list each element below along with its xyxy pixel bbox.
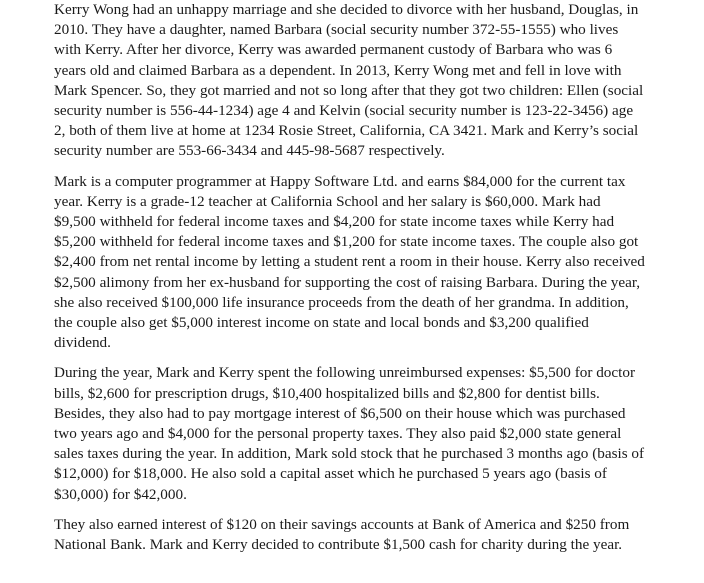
text-line: 2, both of them live at home at 1234 Rosie Street, California, CA 3421. Mark and Kerry’s social: [54, 122, 639, 140]
text-line: $2,500 alimony from her ex-husband for supporting the cost of raising Barbara. During the year,: [54, 273, 641, 291]
text-line: Mark Spencer. So, they got married and not so long after that they got two children: Ellen (social: [54, 81, 644, 99]
paragraph-3: [54, 363, 666, 504]
paragraph-2: [54, 172, 666, 354]
paragraph-4: [54, 515, 666, 555]
text-line: Mark is a computer programmer at Happy Software Ltd. and earns $84,000 for the current tax: [54, 172, 626, 190]
text-line: $2,400 from net rental income by letting a student rent a room in their house. Kerry also received: [54, 253, 645, 271]
text-line: Kerry Wong had an unhappy marriage and she decided to divorce with her husband, Douglas, in: [54, 1, 639, 18]
text-line: $12,000) for $18,000. He also sold a capital asset which he purchased 5 years ago (basis of: [54, 465, 607, 483]
text-line: years old and claimed Barbara as a dependent. In 2013, Kerry Wong met and fell in love with: [54, 61, 622, 79]
text-line: security number is 556-44-1234) age 4 and Kelvin (social security number is 123-22-3456) age: [54, 102, 634, 120]
text-line: They also earned interest of $120 on their savings accounts at Bank of America and $250 from: [54, 515, 630, 533]
text-line: Besides, they also had to pay mortgage interest of $6,500 on their house which was purchased: [54, 404, 626, 422]
text-line: year. Kerry is a grade-12 teacher at California School and her salary is $60,000. Mark had: [54, 192, 601, 210]
paragraph-1: [54, 0, 666, 162]
text-line: $5,200 withheld for federal income taxes and $1,200 for state income taxes. The couple also got: [54, 233, 639, 251]
text-line: sales taxes during the year. In addition, Mark sold stock that he purchased 3 months ago (basis of: [54, 445, 645, 463]
document-page: [54, 0, 666, 565]
text-line: with Kerry. After her divorce, Kerry was awarded permanent custody of Barbara who was 6: [54, 41, 613, 59]
text-line: $9,500 withheld for federal income taxes and $4,200 for state income taxes while Kerry had: [54, 213, 615, 231]
text-line: National Bank. Mark and Kerry decided to contribute $1,500 cash for charity during the year.: [54, 536, 623, 554]
text-line: bills, $2,600 for prescription drugs, $10,400 hospitalized bills and $2,800 for dentist bills.: [54, 384, 600, 402]
text-line: security number are 553-66-3434 and 445-98-5687 respectively.: [54, 142, 445, 160]
text-line: 2010. They have a daughter, named Barbara (social security number 372-55-1555) who lives: [54, 21, 619, 39]
text-line: the couple also get $5,000 interest income on state and local bonds and $3,200 qualified: [54, 314, 589, 332]
text-line: dividend.: [54, 334, 111, 352]
text-line: she also received $100,000 life insurance proceeds from the death of her grandma. In addition,: [54, 293, 629, 311]
text-line: two years ago and $4,000 for the personal property taxes. They also paid $2,000 state general: [54, 425, 622, 443]
text-line: $30,000) for $42,000.: [54, 485, 187, 503]
text-line: During the year, Mark and Kerry spent the following unreimbursed expenses: $5,500 for doctor: [54, 364, 636, 382]
